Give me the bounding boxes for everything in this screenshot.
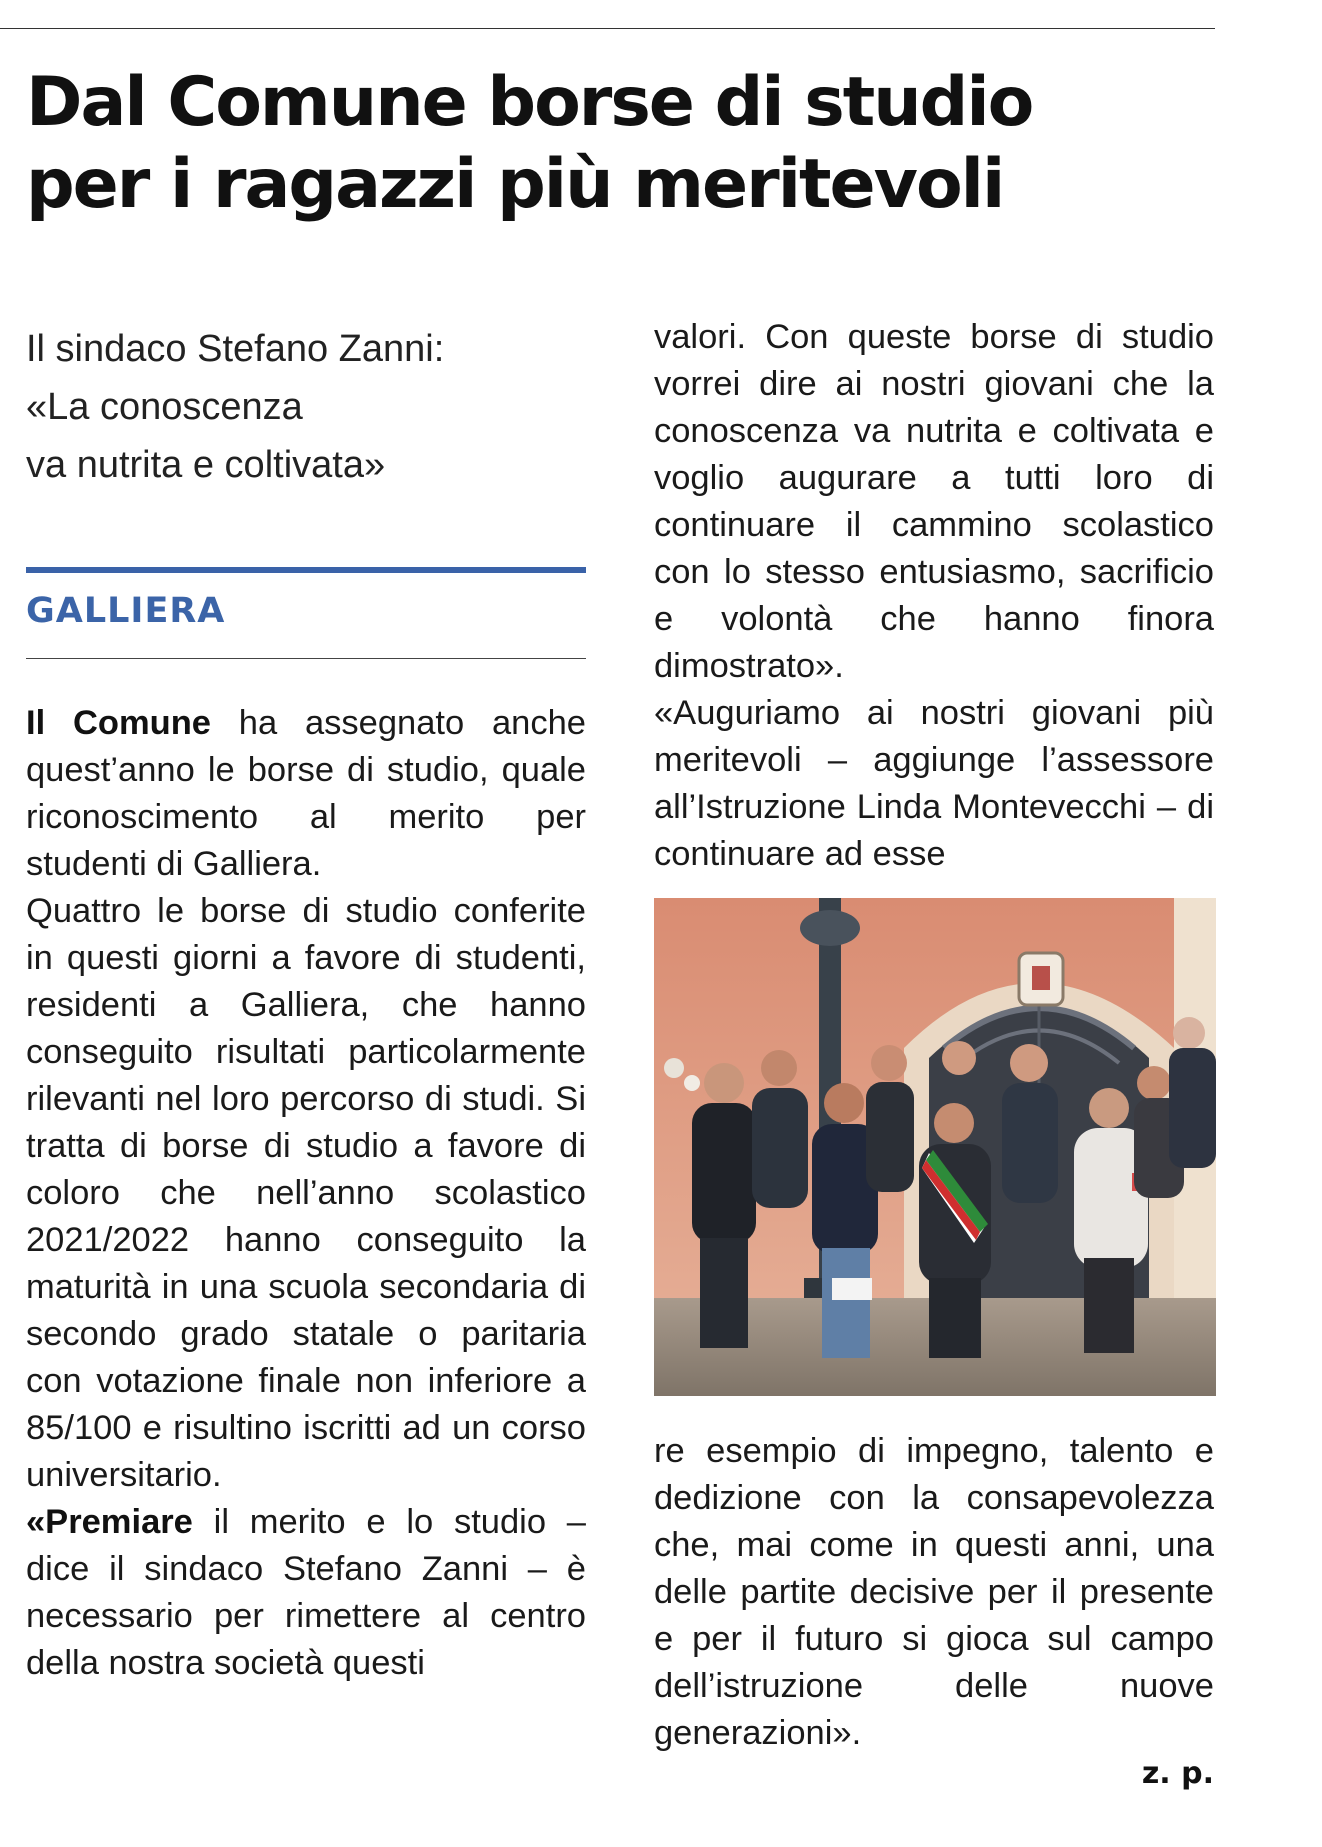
headline-line-2: per i ragazzi più meritevoli xyxy=(26,145,1004,224)
body-paragraph: «Auguriamo ai nostri giovani più meritevoli – aggiunge l’assessore all’Istruzione Linda Montevecchi – di continuare ad esse xyxy=(654,694,1214,873)
article-body-right-column-top xyxy=(654,314,1214,878)
body-paragraph xyxy=(26,700,586,888)
group-photo xyxy=(654,898,1216,1396)
subtitle-line-2: «La conoscenza xyxy=(26,386,303,428)
headline xyxy=(26,62,1206,226)
body-paragraph: valori. Con queste borse di studio vorrei dire ai nostri giovani che la conoscenza va nutrita e coltivata e voglio augurare a tutti loro di continuare il cammino scolastico con lo stesso entusiasmo, sacrificio e volontà che hanno finora dimostrato». xyxy=(654,318,1214,685)
paragraph-text: il merito e lo studio – dice il sindaco Stefano Zanni – è necessario per rimettere al centro della nostra società questi xyxy=(26,1503,586,1682)
body-paragraph: re esempio di impegno, talento e dedizione con la consapevolezza che, mai come in questi anni, una delle partite decisive per il presente e per il futuro si gioca sul campo dell’istruzione delle nuove generazioni». xyxy=(654,1432,1214,1752)
subtitle-line-1: Il sindaco Stefano Zanni: xyxy=(26,328,445,370)
lead-in: «Premiare xyxy=(26,1503,193,1541)
group-photo-illustration xyxy=(654,898,1216,1396)
lead-in: Il Comune xyxy=(26,704,211,742)
section-divider xyxy=(26,658,586,659)
paragraph-text: ha assegnato anche quest’anno le borse di studio, quale riconoscimento al merito per studenti di Galliera. xyxy=(26,704,586,883)
headline-line-1: Dal Comune borse di studio xyxy=(26,63,1033,142)
section-accent-rule xyxy=(26,567,586,573)
top-divider xyxy=(0,28,1215,29)
subtitle-line-3: va nutrita e coltivata» xyxy=(26,444,386,486)
article-body-left-column xyxy=(26,700,586,1687)
body-paragraph xyxy=(26,1499,586,1687)
body-paragraph: Quattro le borse di studio conferite in questi giorni a favore di studenti, residenti a Galliera, che hanno conseguito risultati particolarmente rilevanti nel loro percorso di studi. Si tratta di borse di studio a favore di coloro che nell’anno scolastico 2021/2022 hanno conseguito la maturità in una scuola secondaria di secondo grado statale o paritaria con votazione finale non inferiore a 85/100 e risultino iscritti ad un corso universitario. xyxy=(26,892,586,1494)
section-label: GALLIERA xyxy=(26,591,226,631)
author-signature: z. p. xyxy=(1141,1756,1214,1791)
article-body-right-column-bottom xyxy=(654,1428,1214,1757)
subtitle xyxy=(26,320,586,494)
